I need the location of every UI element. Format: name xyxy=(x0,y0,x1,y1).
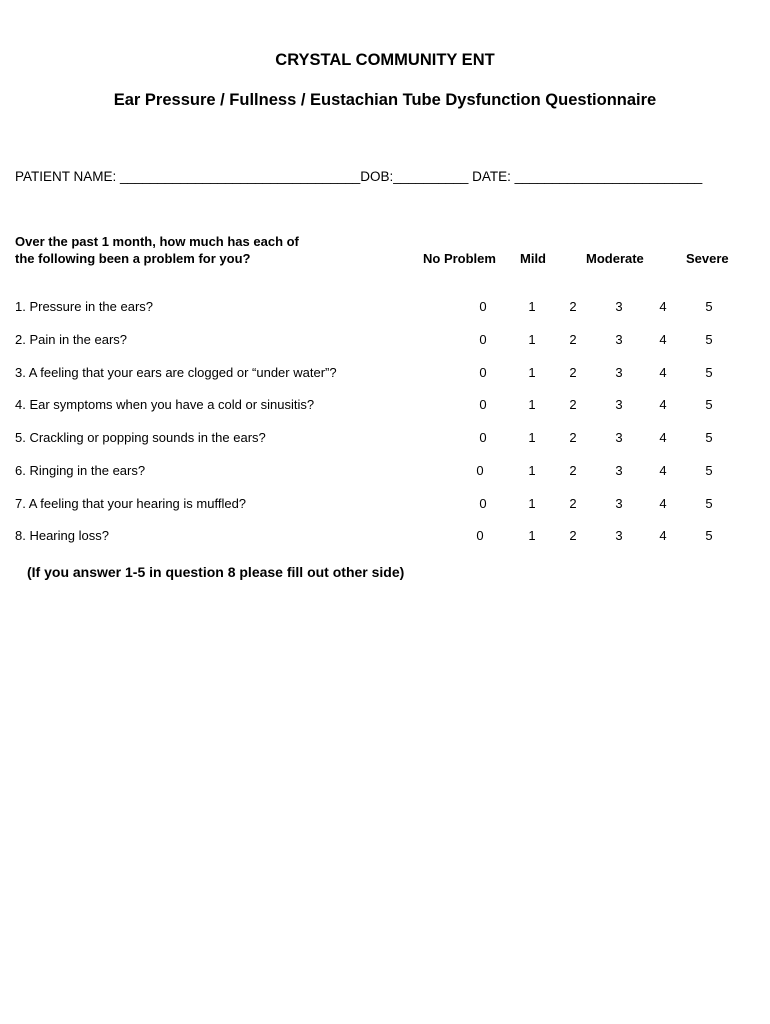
rating-option[interactable]: 5 xyxy=(705,496,713,511)
rating-option[interactable]: 1 xyxy=(528,365,536,380)
question-text: 7. A feeling that your hearing is muffled? xyxy=(15,496,247,511)
rating-option[interactable]: 5 xyxy=(705,528,713,543)
question-text: 5. Crackling or popping sounds in the ears? xyxy=(15,430,266,445)
column-header-moderate: Moderate xyxy=(586,251,644,266)
rating-option[interactable]: 1 xyxy=(528,299,536,314)
column-header-severe: Severe xyxy=(686,251,729,266)
column-header-no-problem: No Problem xyxy=(423,251,496,266)
question-text: 3. A feeling that your ears are clogged or “under water”? xyxy=(15,365,337,380)
rating-option[interactable]: 1 xyxy=(528,430,536,445)
rating-option[interactable]: 2 xyxy=(569,397,577,412)
rating-option[interactable]: 3 xyxy=(615,430,623,445)
questionnaire-title: Ear Pressure / Fullness / Eustachian Tube Dysfunction Questionnaire xyxy=(113,91,657,109)
rating-option[interactable]: 5 xyxy=(705,299,713,314)
rating-option[interactable]: 1 xyxy=(528,528,536,543)
rating-option[interactable]: 3 xyxy=(615,332,623,347)
footnote: (If you answer 1-5 in question 8 please fill out other side) xyxy=(27,564,405,580)
rating-option[interactable]: 4 xyxy=(659,397,667,412)
rating-option[interactable]: 1 xyxy=(528,496,536,511)
rating-option[interactable]: 3 xyxy=(615,299,623,314)
rating-option[interactable]: 2 xyxy=(569,430,577,445)
column-header-mild: Mild xyxy=(520,251,546,266)
rating-option[interactable]: 3 xyxy=(615,528,623,543)
rating-option[interactable]: 3 xyxy=(615,397,623,412)
rating-option[interactable]: 4 xyxy=(659,528,667,543)
rating-option[interactable]: 4 xyxy=(659,332,667,347)
rating-option[interactable]: 0 xyxy=(479,430,487,445)
rating-option[interactable]: 0 xyxy=(476,528,484,543)
clinic-name: CRYSTAL COMMUNITY ENT xyxy=(275,51,495,69)
rating-option[interactable]: 0 xyxy=(479,365,487,380)
rating-option[interactable]: 2 xyxy=(569,299,577,314)
rating-option[interactable]: 1 xyxy=(528,463,536,478)
rating-option[interactable]: 0 xyxy=(479,332,487,347)
rating-option[interactable]: 1 xyxy=(528,332,536,347)
rating-option[interactable]: 0 xyxy=(479,397,487,412)
rating-option[interactable]: 4 xyxy=(659,299,667,314)
rating-option[interactable]: 3 xyxy=(615,463,623,478)
rating-option[interactable]: 2 xyxy=(569,365,577,380)
rating-option[interactable]: 2 xyxy=(569,496,577,511)
rating-option[interactable]: 3 xyxy=(615,496,623,511)
rating-option[interactable]: 4 xyxy=(659,365,667,380)
intro-line-1: Over the past 1 month, how much has each of xyxy=(15,234,299,249)
rating-option[interactable]: 4 xyxy=(659,430,667,445)
rating-option[interactable]: 0 xyxy=(476,463,484,478)
rating-option[interactable]: 5 xyxy=(705,365,713,380)
question-text: 6. Ringing in the ears? xyxy=(15,463,146,478)
rating-option[interactable]: 0 xyxy=(479,496,487,511)
question-text: 8. Hearing loss? xyxy=(15,528,109,543)
rating-option[interactable]: 0 xyxy=(479,299,487,314)
rating-option[interactable]: 4 xyxy=(659,496,667,511)
rating-option[interactable]: 2 xyxy=(569,463,577,478)
question-text: 4. Ear symptoms when you have a cold or sinusitis? xyxy=(15,397,315,412)
intro-line-2: the following been a problem for you? xyxy=(15,251,251,266)
rating-option[interactable]: 2 xyxy=(569,528,577,543)
rating-option[interactable]: 5 xyxy=(705,463,713,478)
rating-option[interactable]: 2 xyxy=(569,332,577,347)
question-text: 2. Pain in the ears? xyxy=(15,332,128,347)
rating-option[interactable]: 4 xyxy=(659,463,667,478)
rating-option[interactable]: 5 xyxy=(705,332,713,347)
question-text: 1. Pressure in the ears? xyxy=(15,299,154,314)
patient-info-line: PATIENT NAME: ________________________________DOB:__________ DATE: _________________________ xyxy=(15,169,703,184)
rating-option[interactable]: 5 xyxy=(705,397,713,412)
rating-option[interactable]: 3 xyxy=(615,365,623,380)
rating-option[interactable]: 5 xyxy=(705,430,713,445)
rating-option[interactable]: 1 xyxy=(528,397,536,412)
